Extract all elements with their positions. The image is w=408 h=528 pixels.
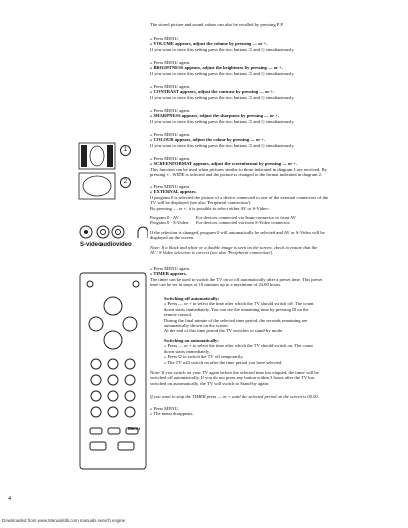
external-after-line: displayed on the screen.	[150, 235, 195, 241]
brightness-line: If you want to store this setting press the two buttons ⊃ and ◇ simultaneously.	[150, 70, 295, 76]
contrast-line: » Press MENU again.	[150, 84, 191, 89]
timer-line: time can be set in steps of 10 minutes up to a maximum of 24.00 hours.	[150, 282, 282, 288]
colour-section	[150, 132, 390, 148]
intro-text: The stored picture and sound values can also be recalled by pressing P P.	[150, 22, 284, 27]
colour-line: » COLOUR appears, adjust the colour by pressing — or +.	[150, 137, 266, 143]
timer-line: The timer can be used to switch the TV on or off automatically after a preset time. This preset	[150, 276, 323, 282]
screen-diagrams	[78, 142, 148, 200]
program-label: Program 0 - S-Video:	[150, 220, 190, 226]
screenformat-section	[150, 156, 390, 178]
switch-on-line: » Press ⏻ to switch the TV off temporarily.	[164, 354, 244, 360]
external-line: If program 0 is selected the picture of a device connected to one of the external connectors of the	[150, 194, 329, 200]
switch-off-line: down starts immediately. You can see the remaining time by pressing ⊡ on the	[164, 306, 309, 312]
switch-on-line: down starts immediately.	[164, 348, 211, 354]
brightness-section	[150, 60, 390, 76]
screenformat-line: » Press MENU again.	[150, 156, 191, 161]
switch-on-line: » Press — or + to select the time after which the TV should switch on. The count	[164, 343, 313, 349]
external-after-line: If the selection is changed, program 0 will automatically be selected and AV or S-Video will be	[150, 229, 325, 235]
diagram-1-screen	[79, 143, 115, 169]
video-connector-icon	[112, 226, 124, 238]
contrast-section	[150, 84, 390, 100]
switch-off-line: remote control.	[164, 312, 193, 318]
switch-off-section	[150, 296, 390, 334]
volume-line: If you want to store this setting press the two buttons ⊃ and ◇ simultaneously.	[150, 46, 295, 52]
audio-label: audio	[100, 242, 116, 248]
note-line: AV / S-Video selection is correct (see also 'Peripheral connection').	[150, 250, 274, 256]
diagram-2-screen	[79, 173, 115, 199]
timer-note-line: Note: If you switch on your TV again before the selected time has elapsed, the timer will be	[150, 370, 319, 375]
screenformat-line: » SCREENFORMAT appears, adjust the screenformat by pressing — or +.	[150, 161, 298, 167]
external-section	[150, 184, 390, 255]
page-number: 4	[8, 496, 11, 502]
timer-note-section	[150, 370, 390, 386]
audio-connector-icon	[97, 226, 109, 238]
sharpness-line: If you want to store this setting press the two buttons ⊃ and ◇ simultaneously.	[150, 118, 295, 124]
program-desc: For devices connected via front S-Video connector.	[196, 220, 291, 226]
brightness-line: » Press MENU again.	[150, 60, 191, 65]
final-line: » Press MENU.	[150, 406, 179, 411]
remote-control	[78, 272, 150, 472]
volume-section	[150, 36, 390, 52]
sharpness-line: » SHARPNESS appears, adjust the sharpness by pressing — or +.	[150, 113, 280, 119]
note-line: Note: If a black and white or a double image is seen on the screen, check to ensure that the	[150, 244, 318, 250]
switch-on-line: » The TV will switch on after the time period you have selected.	[164, 359, 283, 365]
timer-section	[150, 266, 390, 288]
switch-off-line: During the final minute of the selected time period, the seconds remaining are	[164, 317, 308, 323]
stop-timer-text: If you want to stop the TIMER press — or + until the selected period on the screen is 00.00.	[150, 394, 319, 399]
brightness-line: » BRIGHTNESS appears, adjust the brightness by pressing — or +.	[150, 65, 283, 71]
colour-line: If you want to store this setting press the two buttons ⊃ and ◇ simultaneously.	[150, 142, 295, 148]
sharpness-line: » Press MENU again.	[150, 108, 191, 113]
final-line: » The menu disappears.	[150, 411, 194, 417]
switch-on-title: Switching on automatically:	[164, 338, 219, 343]
svideo-connector-icon	[80, 226, 92, 238]
diagram-1-number: 1	[120, 145, 131, 156]
sharpness-section	[150, 108, 390, 124]
switch-off-line: » Press — or + to select the time after which the TV should switch off. The count	[164, 301, 314, 307]
svideo-label: S-video	[80, 242, 102, 248]
program-desc: For devices connected via 5mm-connector or front AV	[196, 215, 297, 221]
timer-note-line: switched on automatically, the TV will switch to Stand-by again.	[150, 380, 270, 386]
external-line: » Press MENU again.	[150, 184, 191, 189]
switch-off-line: automatically shown on the screen.	[164, 323, 229, 329]
diagram-2-number: 2	[120, 177, 131, 188]
final-section	[150, 406, 390, 417]
timer-line: » Press MENU again.	[150, 266, 191, 271]
video-label: video	[116, 242, 132, 248]
timer-note-line: switched off automatically. If you do not press any button within 3 hours after the TV has	[150, 375, 315, 381]
switch-off-line: At the end of this time period the TV switches to stand-by mode.	[164, 328, 284, 334]
volume-line: » Press MENU.	[150, 36, 179, 41]
headphone-icon	[138, 227, 148, 238]
screenformat-line: pressing + , WIDE is selected and the picture is changed to the format indicated in diagram 2.	[150, 172, 323, 178]
program-label: Program 0 - AV :	[150, 215, 182, 221]
footer-text: Downloaded from www.Manualslib.com manuals search engine	[2, 518, 126, 523]
external-line: TV will be displayed (see also 'Peripheral connection').	[150, 200, 252, 206]
switch-off-title: Switching off automatically:	[164, 296, 220, 301]
remote-menu-label: Menu	[128, 426, 140, 431]
screenformat-line: This function can be used when pictures similar to those indicated in diagram 1 are received. By	[150, 166, 327, 172]
external-line: » EXTERNAL appears.	[150, 189, 197, 195]
external-line: By pressing — or +, it is possible to select either AV or S-Video:	[150, 205, 269, 211]
colour-line: » Press MENU again.	[150, 132, 191, 137]
volume-line: » VOLUME appears, adjust the volume by pressing — or +.	[150, 41, 268, 47]
contrast-line: If you want to store this setting press the two buttons ⊃ and ◇ simultaneously.	[150, 94, 295, 100]
switch-on-section	[150, 338, 390, 365]
contrast-line: » CONTRAST appears, adjust the contrast by pressing — or +.	[150, 89, 275, 95]
timer-line: » TIMER appears.	[150, 271, 187, 277]
